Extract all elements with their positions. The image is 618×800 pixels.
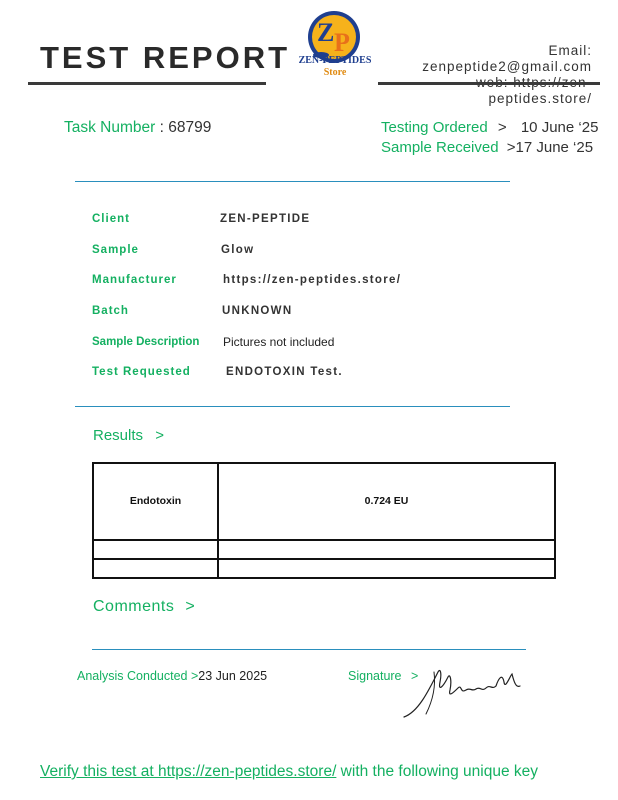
verify-rest: with the following unique key	[336, 763, 538, 780]
table-cell-result: 0.724 EU	[218, 463, 555, 540]
analysis-label: Analysis Conducted	[77, 669, 188, 683]
info-label-manufacturer: Manufacturer	[92, 274, 177, 286]
task-number-value: 68799	[168, 119, 212, 136]
info-label-test-requested: Test Requested	[92, 366, 191, 378]
info-value-batch: UNKNOWN	[222, 305, 293, 317]
info-value-test-requested: ENDOTOXIN Test.	[226, 366, 343, 378]
task-number	[64, 119, 211, 137]
info-label-sample: Sample	[92, 244, 139, 256]
results-table	[92, 462, 556, 579]
info-value-sample-description: Pictures not included	[223, 335, 335, 349]
comments-label: Comments	[93, 598, 175, 615]
testing-ordered-value: 10 June ‘25	[520, 119, 599, 136]
task-number-sep: :	[155, 119, 169, 136]
results-label: Results	[93, 427, 144, 444]
table-row	[93, 463, 555, 540]
info-value-client: ZEN-PEPTIDE	[220, 213, 311, 225]
analysis-value: 23 Jun 2025	[198, 669, 268, 683]
sample-received-label: Sample Received	[381, 139, 499, 156]
svg-text:P: P	[334, 28, 350, 57]
verify-line	[40, 763, 538, 781]
table-cell-test: Endotoxin	[93, 463, 218, 540]
divider-middle	[75, 406, 510, 407]
table-cell-result	[218, 559, 555, 578]
svg-text:Z: Z	[317, 18, 335, 47]
info-label-batch: Batch	[92, 305, 129, 317]
testing-ordered-label: Testing Ordered	[381, 119, 488, 136]
report-title: TEST REPORT	[40, 40, 291, 75]
logo-brand-text: ZEN-PEPTIDES	[298, 55, 372, 66]
contact-email[interactable]: Email: zenpeptide2@gmail.com	[422, 43, 592, 74]
contact-underline	[378, 82, 600, 85]
table-row	[93, 559, 555, 578]
comments-arrow: >	[185, 598, 196, 615]
info-value-manufacturer: https://zen-peptides.store/	[223, 274, 402, 286]
testing-ordered-arrow: >	[497, 119, 507, 136]
info-label-client: Client	[92, 213, 130, 225]
info-label-sample-description: Sample Description	[92, 336, 200, 348]
task-number-label: Task Number	[64, 119, 156, 136]
signature-arrow: >	[411, 669, 419, 683]
testing-ordered-row	[381, 118, 598, 138]
table-cell-result	[218, 540, 555, 559]
analysis-conducted	[77, 669, 267, 683]
info-value-sample: Glow	[221, 244, 255, 256]
sample-received-value: 17 June ‘25	[515, 139, 594, 156]
sample-received-arrow: >	[506, 139, 516, 156]
results-arrow: >	[155, 427, 164, 444]
title-underline	[28, 82, 266, 85]
contact-web[interactable]: peptides.store/	[488, 91, 592, 106]
contact-block	[380, 43, 592, 107]
divider-bottom	[92, 649, 526, 650]
comments-heading	[93, 598, 195, 616]
table-cell-test	[93, 559, 218, 578]
logo-sub-text: Store	[323, 67, 347, 78]
results-heading	[93, 427, 164, 444]
handwritten-signature	[398, 662, 528, 722]
signature-label: Signature	[348, 669, 402, 683]
verify-link[interactable]: Verify this test at https://zen-peptides.store/	[40, 763, 337, 780]
sample-received-row	[381, 138, 598, 158]
divider-top	[75, 181, 510, 182]
table-cell-test	[93, 540, 218, 559]
table-row	[93, 540, 555, 559]
analysis-arrow: >	[190, 669, 199, 683]
dates-block	[381, 118, 598, 158]
